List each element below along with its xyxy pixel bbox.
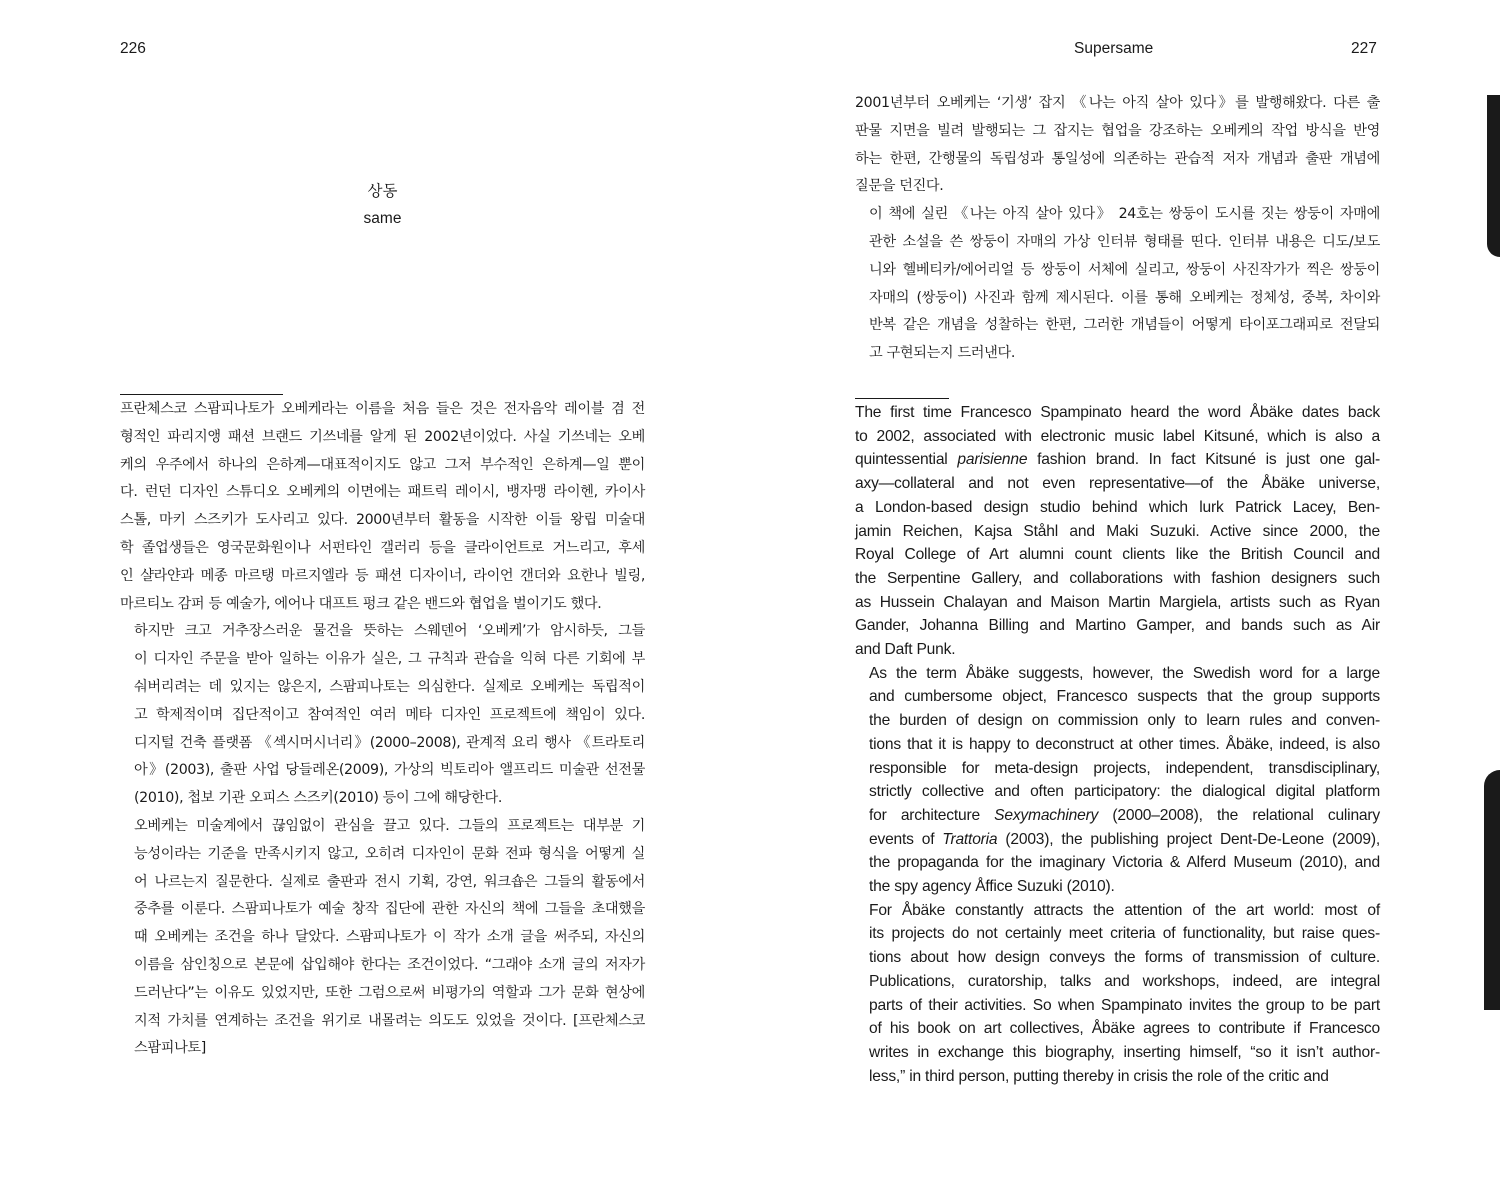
text-run: a London-based design studio behind which lurk Patrick Lacey, Ben- xyxy=(855,498,1380,516)
body-en-line xyxy=(855,1065,1380,1089)
text-run: the propaganda for the imaginary Victoria & Alferd Museum (2010), and xyxy=(869,854,1380,872)
body-en-line xyxy=(855,638,1380,662)
body-ko-line: 이름을 삼인칭으로 본문에 삽입해야 한다는 조건이었다. “그래야 소개 글의 저자가 xyxy=(134,956,645,973)
body-en-line xyxy=(855,851,1380,875)
body-en-line xyxy=(855,733,1380,757)
body-ko-line: 스팜피나토] xyxy=(134,1040,206,1057)
text-run: its projects do not certainly meet criteria of functionality, but raise ques- xyxy=(869,925,1380,943)
intro-korean xyxy=(855,90,1380,368)
intro-ko-line: 판물 지면을 빌려 발행되는 그 잡지는 협업을 강조하는 오베케의 작업 방식을 반영 xyxy=(855,122,1380,139)
text-run: less,” in third person, putting thereby in crisis the role of the critic and xyxy=(869,1067,1329,1085)
intro-ko-line: 하는 한편, 간행물의 독립성과 통일성에 의존하는 관습적 저자 개념과 출판 개념에 xyxy=(855,150,1380,167)
text-run: The first time Francesco Spampinato heard the word Åbäke dates back xyxy=(855,404,1380,421)
footnote-rule-right xyxy=(855,398,949,399)
text-run: as Hussein Chalayan and Maison Martin Margiela, artists such as Ryan xyxy=(855,593,1380,611)
body-ko-line: 능성이라는 기준을 만족시키지 않고, 오히려 디자인이 문화 전파 형식을 어떻게 실 xyxy=(134,845,645,862)
text-run: strictly collective and often participatory: the dialogical digital platform xyxy=(869,783,1380,801)
body-ko-line: 어 나르는지 질문한다. 실제로 출판과 전시 기획, 강연, 워크숍은 그들의 활동에서 xyxy=(134,873,645,890)
intro-ko-line: 자매의 (쌍둥이) 사진과 함께 제시된다. 이를 통해 오베케는 정체성, 중복, 차이와 xyxy=(869,289,1380,306)
body-ko-paragraph xyxy=(120,396,645,618)
body-en-line xyxy=(855,994,1380,1018)
body-en-line xyxy=(855,496,1380,520)
body-ko-line: 드러난다”는 이유도 있었지만, 또한 그럼으로써 비평가의 역할과 그가 문화 현상에 xyxy=(134,984,645,1001)
title-korean: 상동 xyxy=(367,182,398,200)
edge-shape-top xyxy=(1487,95,1500,257)
body-ko-paragraph xyxy=(120,813,645,1063)
body-en-line xyxy=(855,875,1380,899)
body-ko-line: 스톨, 마키 스즈키가 도사리고 있다. 2000년부터 활동을 시작한 이들 왕립 미술대 xyxy=(120,512,645,529)
body-en-line xyxy=(855,591,1380,615)
body-en-line xyxy=(855,401,1380,425)
text-run: (2003), the publishing project Dent-De-Leone (2009), xyxy=(997,830,1380,848)
title-block xyxy=(120,177,645,233)
body-en-line xyxy=(855,567,1380,591)
footnote-rule-left xyxy=(120,394,283,395)
body-en-line xyxy=(855,922,1380,946)
text-run: of his book on art collectives, Åbäke agrees to contribute if Francesco xyxy=(869,1020,1380,1038)
body-en-line xyxy=(855,1017,1380,1041)
body-ko-line: 디지털 건축 플랫폼 《섹시머시너리》(2000–2008), 관계적 요리 행사 《트라토리 xyxy=(134,734,645,751)
body-en-line xyxy=(855,946,1380,970)
text-run: writes in exchange this biography, inserting himself, “so it isn’t author- xyxy=(869,1043,1380,1061)
text-run: As the term Åbäke suggests, however, the Swedish word for a large xyxy=(869,664,1380,682)
body-english xyxy=(855,401,1380,1088)
body-en-line xyxy=(855,662,1380,686)
body-en-line xyxy=(855,520,1380,544)
text-run: to 2002, associated with electronic music label Kitsuné, which is also a xyxy=(855,427,1380,445)
body-en-line xyxy=(855,543,1380,567)
text-run: tions that it is happy to deconstruct at other times. Åbäke, indeed, is also xyxy=(869,735,1380,753)
body-en-line xyxy=(855,614,1380,638)
italic-title: Trattoria xyxy=(942,830,998,848)
text-run: and Daft Punk. xyxy=(855,641,956,659)
intro-ko-line: 관한 소설을 쓴 쌍둥이 자매의 가상 인터뷰 형태를 띤다. 인터뷰 내용은 디도/보도 xyxy=(869,233,1380,250)
body-korean xyxy=(120,396,645,1063)
body-ko-line: 오베케는 미술계에서 끊임없이 관심을 끌고 있다. 그들의 프로젝트는 대부분 기 xyxy=(134,817,645,834)
text-run: the Serpentine Gallery, and collaborations with fashion designers such xyxy=(855,569,1380,587)
body-ko-line: 하지만 크고 거추장스러운 물건을 뜻하는 스웨덴어 ‘오베케’가 암시하듯, 그들 xyxy=(134,623,645,640)
edge-shape-curve xyxy=(1484,770,1500,1010)
intro-ko-line: 이 책에 실린 《나는 아직 살아 있다》 24호는 쌍둥이 도시를 짓는 쌍둥이 자매에 xyxy=(869,206,1380,223)
body-en-line xyxy=(855,448,1380,472)
body-en-paragraph xyxy=(855,401,1380,662)
text-run: axy—collateral and not even representative—of the Åbäke universe, xyxy=(855,475,1380,493)
body-ko-line: 이 디자인 주문을 받아 일하는 이유가 실은, 그 규칙과 관습을 익혀 다른 기회에 부 xyxy=(134,651,645,668)
text-run: jamin Reichen, Kajsa Ståhl and Maki Suzuki. Active since 2000, the xyxy=(855,522,1380,540)
body-en-line xyxy=(855,425,1380,449)
body-ko-line: 마르티노 감퍼 등 예술가, 에어나 대프트 펑크 같은 밴드와 협업을 벌이기도 했다. xyxy=(120,595,602,612)
body-ko-line: 중추를 이룬다. 스팜피나토가 예술 창작 집단에 관한 자신의 책에 그들을 초대했을 xyxy=(134,901,645,918)
body-ko-paragraph xyxy=(120,618,645,813)
text-run: For Åbäke constantly attracts the attention of the art world: most of xyxy=(869,901,1380,919)
body-en-line xyxy=(855,899,1380,923)
body-en-line xyxy=(855,757,1380,781)
body-en-line xyxy=(855,780,1380,804)
text-run: and cumbersome object, Francesco suspects that the group supports xyxy=(869,688,1380,706)
text-run: fashion brand. In fact Kitsuné is just one gal- xyxy=(1027,451,1380,469)
intro-ko-line: 고 구현되는지 드러낸다. xyxy=(869,345,1016,362)
body-en-line xyxy=(855,970,1380,994)
body-en-line xyxy=(855,685,1380,709)
intro-ko-paragraph xyxy=(855,90,1380,201)
text-run: Publications, curatorship, talks and workshops, indeed, are integral xyxy=(869,972,1380,990)
body-en-line xyxy=(855,804,1380,828)
body-ko-line: 때 오베케는 조건을 하나 달았다. 스팜피나토가 이 작가 소개 글을 써주되, 자신의 xyxy=(134,929,645,946)
italic-title: Sexymachinery xyxy=(994,806,1099,824)
text-run: for architecture xyxy=(869,806,995,824)
body-en-line xyxy=(855,472,1380,496)
text-run: (2000–2008), the relational culinary xyxy=(1098,806,1380,824)
intro-ko-line: 질문을 던진다. xyxy=(855,178,944,195)
intro-ko-paragraph xyxy=(855,201,1380,368)
body-ko-line: 다. 런던 디자인 스튜디오 오베케의 이면에는 패트릭 레이시, 뱅자맹 라이헨, 카이사 xyxy=(120,484,645,501)
body-en-line xyxy=(855,709,1380,733)
body-en-line xyxy=(855,828,1380,852)
body-ko-line: 프란체스코 스팜피나토가 오베케라는 이름을 처음 들은 것은 전자음악 레이블 겸 전 xyxy=(120,401,645,417)
body-ko-line: 지적 가치를 연계하는 조건을 위기로 내몰려는 의도도 있었을 것이다. [프란체스코 xyxy=(134,1012,645,1029)
text-run: quintessential xyxy=(855,451,958,469)
text-run: parts of their activities. So when Spampinato invites the group to be part xyxy=(869,996,1380,1014)
body-ko-line: 케의 우주에서 하나의 은하계—대표적이지도 않고 그저 부수적인 은하계—일 뿐이 xyxy=(120,456,645,473)
italic-title: parisienne xyxy=(957,451,1028,469)
intro-ko-line: 2001년부터 오베케는 ‘기생’ 잡지 《나는 아직 살아 있다》를 발행해왔다. 다른 출 xyxy=(855,95,1380,111)
text-run: Gander, Johanna Billing and Martino Gamper, and bands such as Air xyxy=(855,617,1380,635)
page-number-right: 227 xyxy=(1351,40,1377,57)
text-run: tions about how design conveys the forms of transmission of culture. xyxy=(869,949,1380,967)
text-run: Royal College of Art alumni count clients like the British Council and xyxy=(855,546,1380,564)
body-ko-line: 인 샬라얀과 메종 마르탱 마르지엘라 등 패션 디자이너, 라이언 갠더와 요한나 빌링, xyxy=(120,567,645,584)
text-run: the burden of design on commission only to learn rules and conven- xyxy=(869,712,1380,730)
body-ko-line: 아》(2003), 출판 사업 당들레온(2009), 가상의 빅토리아 앨프리드 미술관 선전물 xyxy=(134,762,645,779)
intro-ko-line: 니와 헬베티카/에어리얼 등 쌍둥이 서체에 실리고, 쌍둥이 사진작가가 찍은 쌍둥이 xyxy=(869,261,1380,278)
intro-ko-line: 반복 같은 개념을 성찰하는 한편, 그러한 개념들이 어떻게 타이포그래피로 전달되 xyxy=(869,317,1380,334)
text-run: the spy agency Åffice Suzuki (2010). xyxy=(869,878,1115,896)
page-number-left: 226 xyxy=(120,40,146,57)
text-run: responsible for meta-design projects, independent, transdisciplinary, xyxy=(869,759,1380,777)
text-run: events of xyxy=(869,830,943,848)
body-en-paragraph xyxy=(855,662,1380,899)
body-ko-line: 고 학제적이며 집단적이고 참여적인 여러 메타 디자인 프로젝트에 책임이 있다. xyxy=(134,706,645,723)
title-english: same xyxy=(363,210,402,227)
body-en-line xyxy=(855,1041,1380,1065)
running-head: Supersame xyxy=(1074,40,1154,57)
body-ko-line: 형적인 파리지앵 패션 브랜드 기쓰네를 알게 된 2002년이었다. 사실 기쓰네는 오베 xyxy=(120,428,645,445)
body-ko-line: 학 졸업생들은 영국문화원이나 서펀타인 갤러리 등을 클라이언트로 거느리고, 후세 xyxy=(120,539,645,556)
body-ko-line: 숴버리려는 데 있지는 않은지, 스팜피나토는 의심한다. 실제로 오베케는 독립적이 xyxy=(134,678,645,695)
body-ko-line: (2010), 첩보 기관 오피스 스즈키(2010) 등이 그에 해당한다. xyxy=(134,790,502,807)
body-en-paragraph xyxy=(855,899,1380,1089)
